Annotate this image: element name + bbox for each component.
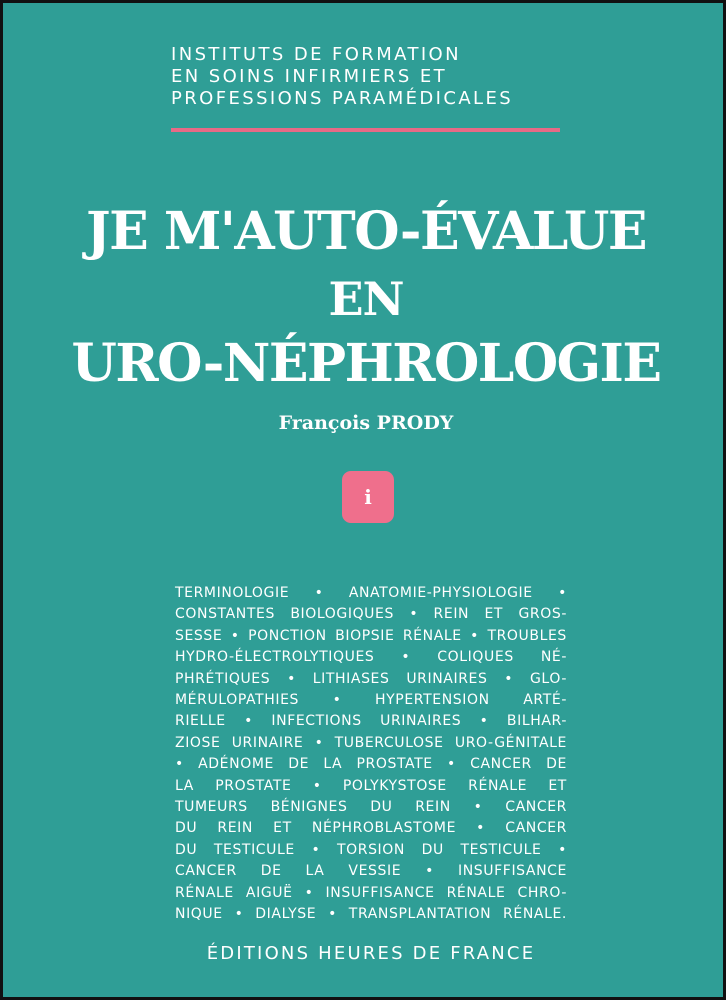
- topic-line: SESSE • PONCTION BIOPSIE RÉNALE • TROUBLES: [175, 627, 567, 644]
- badge-letter: i: [364, 485, 372, 509]
- topic-line: ZIOSE URINAIRE • TUBERCULOSE URO-GÉNITALE: [175, 734, 567, 751]
- author-name: François PRODY: [278, 412, 454, 434]
- topic-line: RIELLE • INFECTIONS URINAIRES • BILHAR-: [175, 713, 567, 730]
- title-line-3: URO-NÉPHROLOGIE: [71, 333, 661, 394]
- title-line-1: JE M'AUTO-ÉVALUE: [86, 201, 646, 262]
- topic-line: HYDRO-ÉLECTROLYTIQUES • COLIQUES NÉ-: [175, 649, 567, 666]
- topic-line: NIQUE • DIALYSE • TRANSPLANTATION RÉNALE.: [175, 906, 567, 923]
- series-line-3: PROFESSIONS PARAMÉDICALES: [171, 88, 514, 109]
- topic-line: TERMINOLOGIE • ANATOMIE-PHYSIOLOGIE •: [175, 585, 567, 601]
- series-line-2: EN SOINS INFIRMIERS ET: [171, 66, 448, 87]
- accent-rule: [171, 128, 560, 132]
- topic-line: PHRÉTIQUES • LITHIASES URINAIRES • GLO-: [175, 670, 567, 687]
- info-badge-icon: [342, 471, 394, 523]
- topic-line: CANCER DE LA VESSIE • INSUFFISANCE: [175, 863, 567, 880]
- topic-line: CONSTANTES BIOLOGIQUES • REIN ET GROS-: [175, 606, 567, 623]
- topics-list: [175, 583, 567, 926]
- series-heading: [171, 44, 571, 110]
- series-line-1: INSTITUTS DE FORMATION: [171, 44, 461, 65]
- topic-line: RÉNALE AIGUË • INSUFFISANCE RÉNALE CHRO-: [175, 884, 567, 901]
- topic-line: • ADÉNOME DE LA PROSTATE • CANCER DE: [175, 756, 567, 773]
- topic-line: DU REIN ET NÉPHROBLASTOME • CANCER: [175, 820, 567, 837]
- title-line-2: EN: [328, 272, 404, 326]
- topic-line: LA PROSTATE • POLYKYSTOSE RÉNALE ET: [175, 777, 567, 794]
- topic-line: TUMEURS BÉNIGNES DU REIN • CANCER: [175, 799, 567, 816]
- publisher-name: ÉDITIONS HEURES DE FRANCE: [206, 943, 536, 964]
- topic-line: DU TESTICULE • TORSION DU TESTICULE •: [175, 841, 567, 858]
- topic-line: MÉRULOPATHIES • HYPERTENSION ARTÉ-: [175, 692, 567, 709]
